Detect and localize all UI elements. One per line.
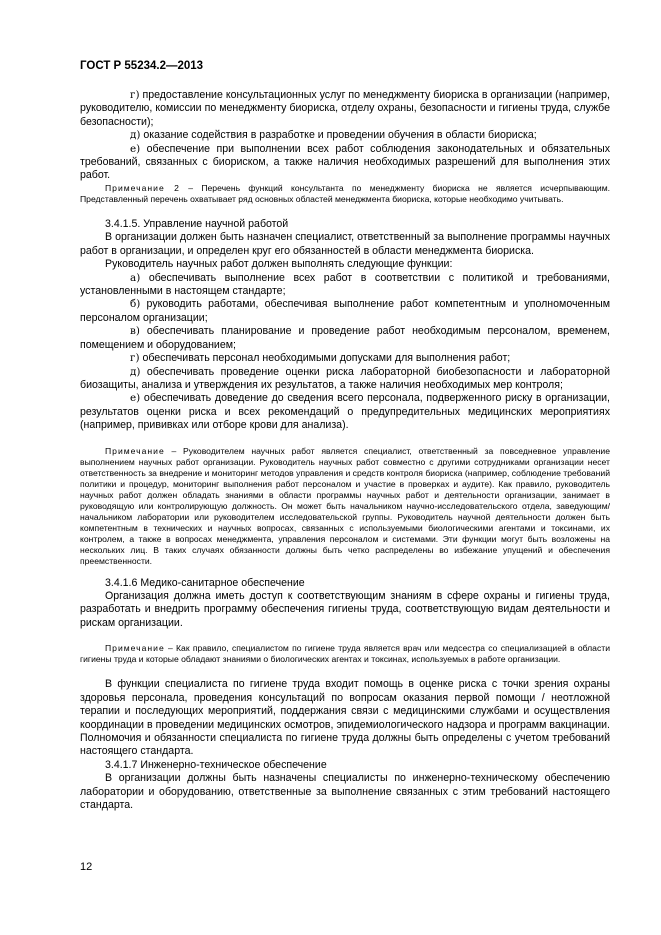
note-text: – Перечень функций консультанта по менеджменту биориска не является исчерпывающим. Представленный перечень охватывает ряд основных областей менеджмента биориска, которые необходимо учитывать. [80, 182, 610, 204]
note-label: Примечание [105, 643, 165, 654]
list-item [80, 352, 610, 365]
list-item [80, 129, 610, 142]
section-heading-3-4-1-5: 3.4.1.5. Управление научной работой [105, 218, 289, 231]
list-item-text: руководить работами, обеспечивая выполнение работ компетентным и уполномоченным персоналом организации; [80, 298, 610, 324]
section-heading-3-4-1-7: 3.4.1.7 Инженерно-техническое обеспечение [105, 758, 327, 771]
note-2 [80, 183, 610, 205]
section-heading-3-4-1-6: 3.4.1.6 Медико-санитарное обеспечение [105, 576, 305, 589]
list-item-text: обеспечивать персонал необходимыми допусками для выполнения работ; [142, 352, 511, 365]
list-item-text: обеспечивать выполнение всех работ в соответствии с политикой и требованиями, установленными в настоящем стандарте; [80, 271, 610, 298]
document-header: ГОСТ Р 55234.2—2013 [80, 60, 204, 72]
note-label: Примечание [105, 445, 165, 456]
page-content [80, 89, 610, 812]
list-item [80, 325, 610, 352]
list-item [80, 272, 610, 299]
note-text: – Как правило, специалистом по гигиене труда является врач или медсестра со специализацией в области гигиены труда и которые обладают знаниями о биологических агентах и токсинах, используемых в работе организации. [80, 643, 610, 665]
list-item-text: обеспечивать проведение оценки риска лабораторной биобезопасности и лабораторной биозащиты, анализа и утверждения их результатов, а также наличия необходимых мер контроля; [80, 365, 610, 391]
list-item [80, 366, 610, 393]
list-item-text: обеспечивать доведение до сведения всего персонала, подверженного риску в организации, результатов оценки риска и всех рекомендаций о предупредительных медицинских мероприятиях (например, прививках или отборе крови для анализа). [80, 392, 610, 432]
note-research-manager [80, 446, 610, 568]
list-marker: б) [130, 298, 141, 311]
list-marker: д) [130, 365, 141, 378]
list-marker: г) [130, 352, 140, 365]
paragraph: В организации должен быть назначен специалист, ответственный за выполнение программы научных работ в организации, и определен круг его обязанностей в области менеджмента биориска. [80, 231, 610, 257]
paragraph: Руководитель научных работ должен выполнять следующие функции: [105, 258, 453, 271]
list-item-text: обеспечивать планирование и проведение работ необходимым персоналом, временем, помещением и оборудованием; [80, 325, 610, 351]
list-item [80, 392, 610, 432]
list-item-text: предоставление консультационных услуг по менеджменту биориска в организации (например, руководителю, комиссии по менеджменту биориска, отделу охраны, безопасности и гигиены труда, службе безопасности); [80, 89, 610, 128]
list-item-text: оказание содействия в разработке и проведении обучения в области биориска; [143, 129, 537, 142]
paragraph: Организация должна иметь доступ к соответствующим знаниям в сфере охраны и гигиены труда, разработать и внедрить программу обеспечения гигиены труда, соответствующую видам деятельности и рискам организации. [80, 589, 610, 629]
note-label: Примечание 2 [105, 182, 180, 193]
list-item [80, 89, 610, 129]
list-marker: г) [130, 89, 140, 101]
list-marker: е) [130, 142, 141, 155]
note-text: – Руководителем научных работ является специалист, ответственный за повседневное управление выполнением научных работ организации. Руководитель научных работ совместно с другими сотрудниками организации несет ответственность за внедрение и мониторинг методов управления и средств контроля биориска (например, соблюдение требований политики и процедур, мониторинг выполнения работ персоналом и участие в проверках и аудите). Как правило, руководитель научных работ должен обладать знаниями в области программы научных работ и деятельности организации, занимает в руководящую или контролирующую должность. Он может быть начальником научно-исследовательского отдела, заведующим/начальником лаборатории или руководителем исследовательской группы. Руководитель научной деятельности должен быть компетентным в технических и научных вопросах, связанных с используемыми биологическими агентами и токсинами, их контролем, а также в вопросах менеджмента, управления персоналом и системами. Эти функции могут быть возложены на нескольких лиц. В таких случаях обязанности должны быть четко распределены во избежание упущений и обеспечения преемственности. [80, 445, 610, 567]
page-number: 12 [80, 861, 93, 873]
list-marker: а) [130, 271, 141, 284]
list-item [80, 298, 610, 325]
list-marker: в) [130, 325, 140, 338]
paragraph: В функции специалиста по гигиене труда входит помощь в оценке риска с точки зрения охраны здоровья персонала, проведения консультаций по вопросам оказания первой помощи / неотложной терапии и последующих мероприятий, поддержания связи с медицинскими службами и осуществления координации в проведении медицинских осмотров, эпидемиологического надзора и программ вакцинации. Полномочия и обязанности специалиста по гигиене труда должны быть определены с учетом требований настоящего стандарта. [80, 678, 610, 758]
list-marker: д) [130, 129, 141, 142]
list-item-text: обеспечение при выполнении всех работ соблюдения законодательных и обязательных требований, связанных с биориском, а также наличия необходимых разрешений для выполнения этих работ. [80, 142, 610, 182]
note-occupational-health [80, 643, 610, 665]
list-item [80, 143, 610, 183]
list-marker: е) [130, 392, 141, 405]
paragraph: В организации должны быть назначены специалисты по инженерно-техническому обеспечению лаборатории и оборудованию, ответственные за выполнение связанных с этим требований настоящего стандарта. [80, 772, 610, 812]
